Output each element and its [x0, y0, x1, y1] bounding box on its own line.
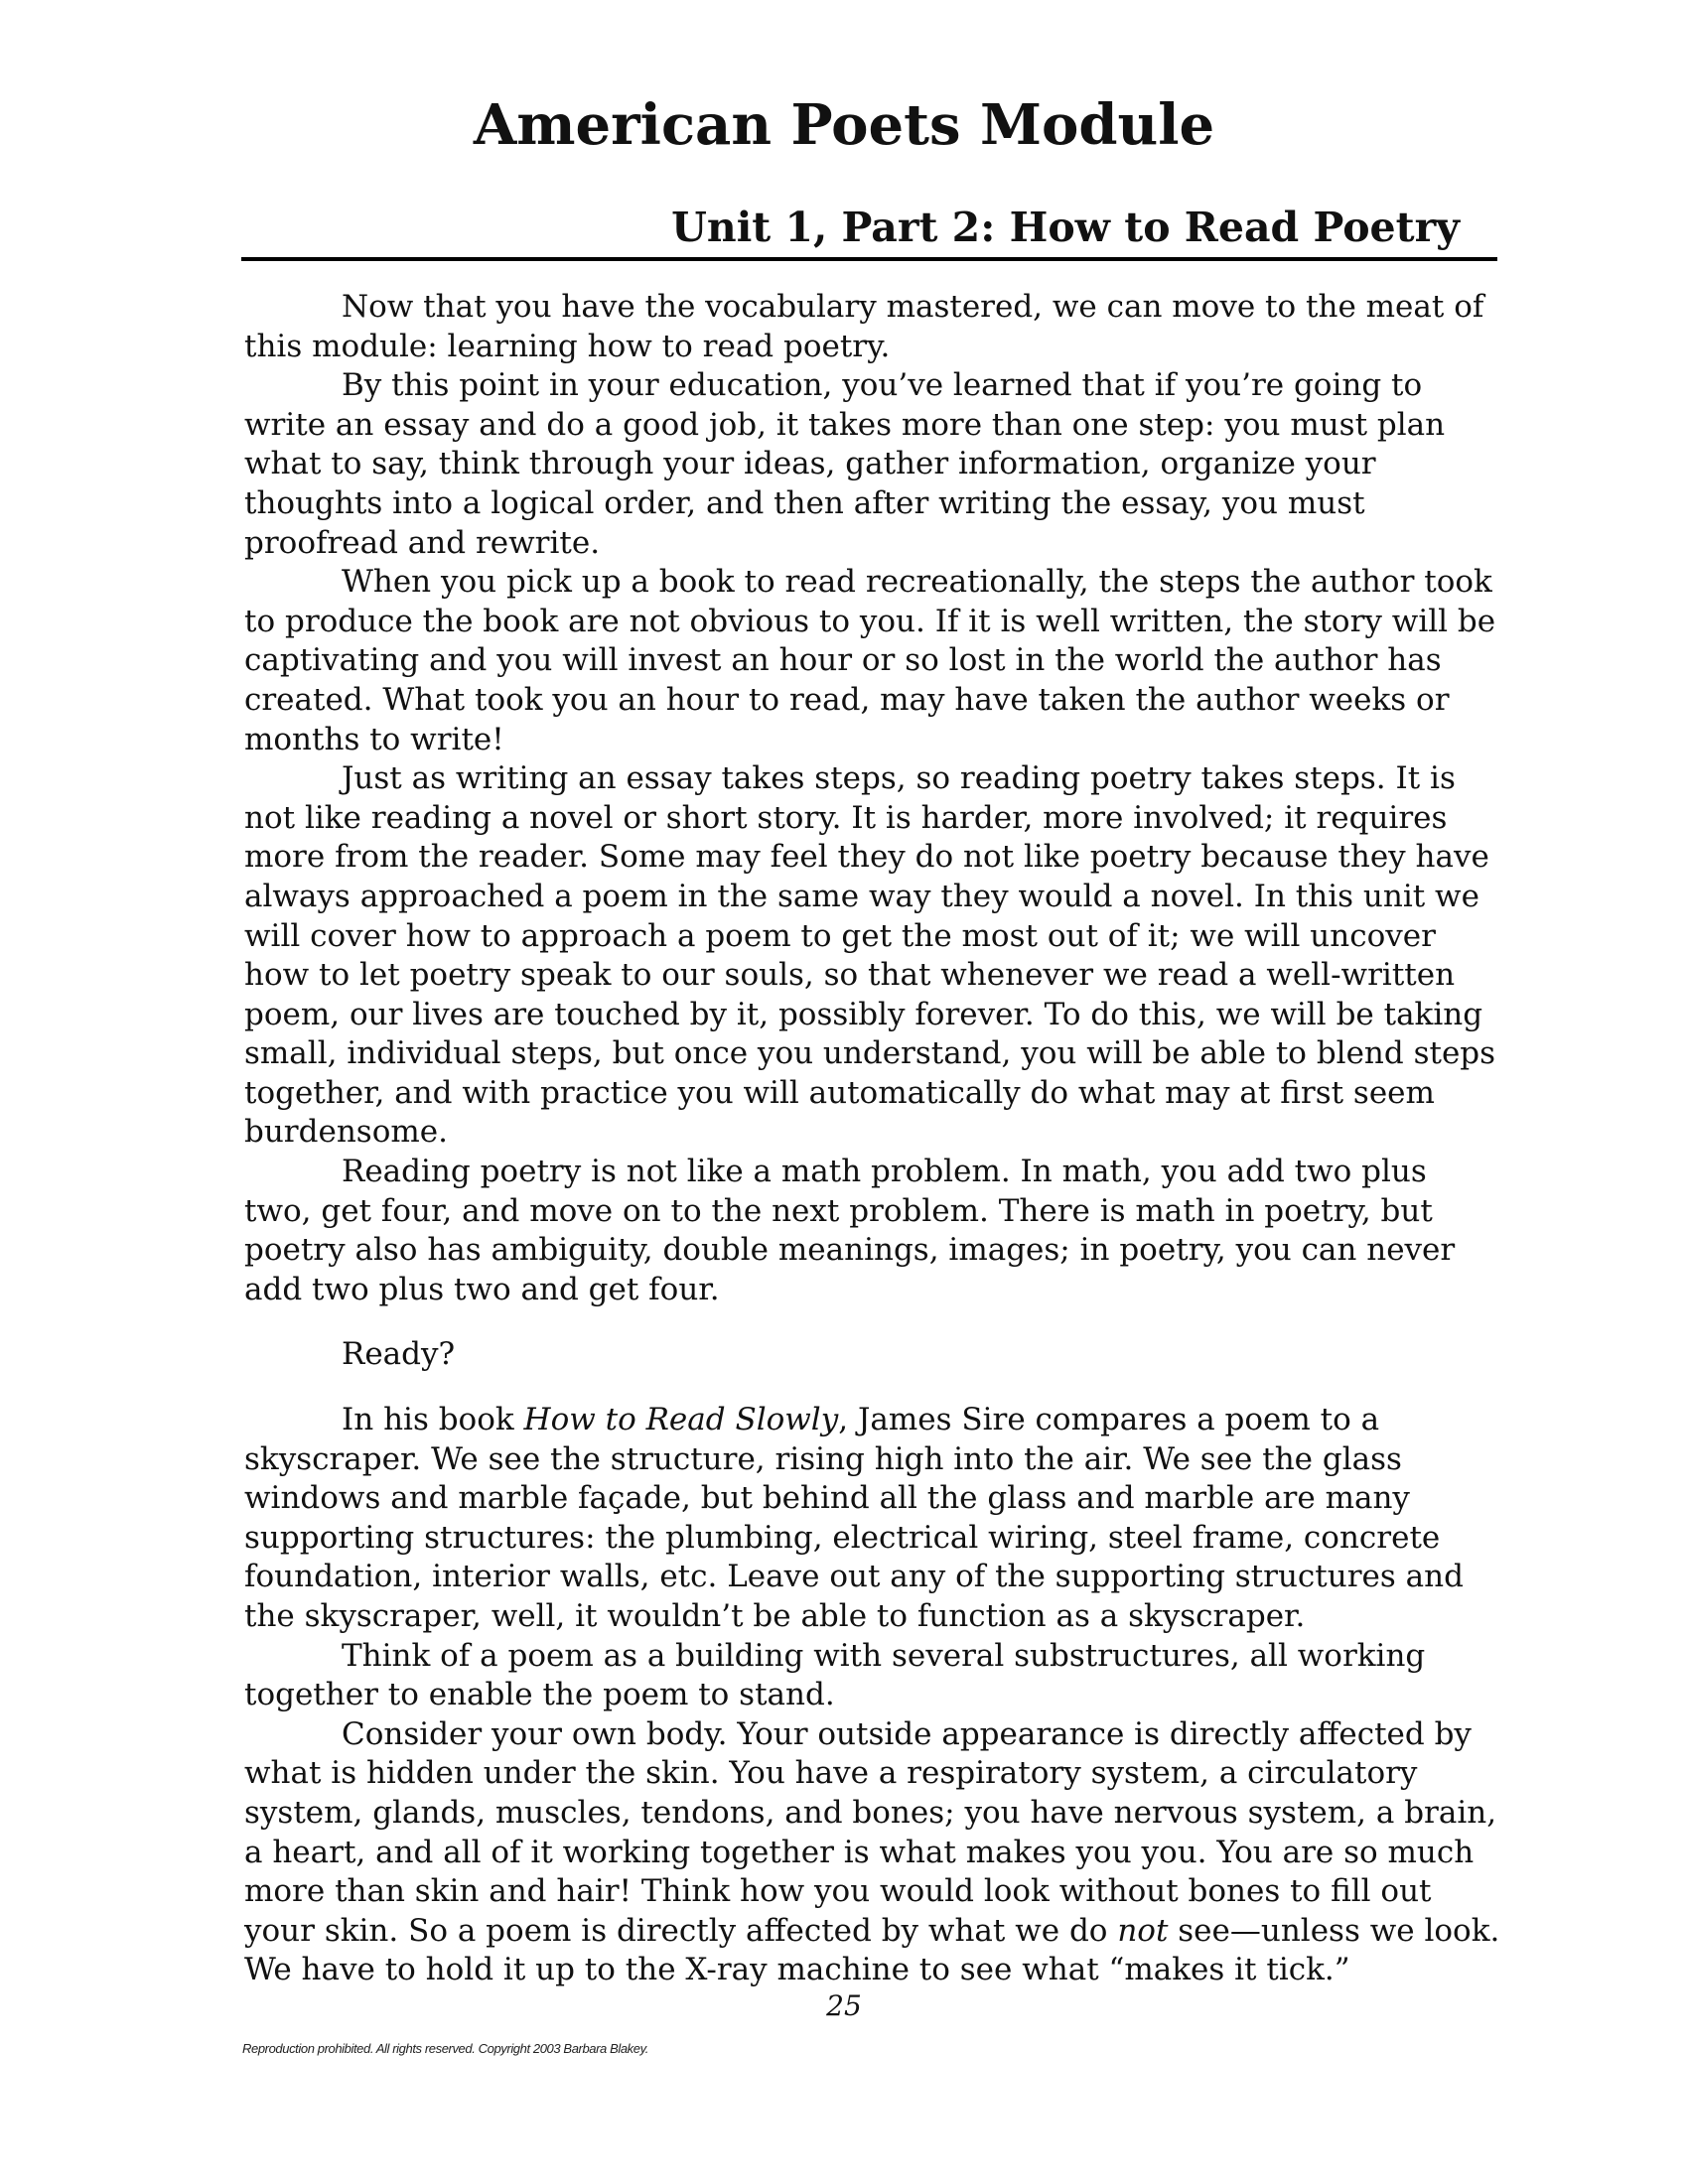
paragraph-7-text-after: , James Sire compares a poem to a skyscraper. We see the structure, rising high into the air. We see the glass windows and marble façade, but behind all the glass and marble are many supporting structures: the plumbing, electrical wiring, steel frame, concrete foundation, interior walls, etc. Leave out any of the supporting structures and the skyscraper, well, it wouldn’t be able to function as a skyscraper. — [244, 1402, 1464, 1634]
paragraph-1: Now that you have the vocabulary mastered, we can move to the meat of this module: learning how to read poetry. — [244, 289, 1484, 364]
page-title: American Poets Module — [473, 92, 1215, 158]
paragraph-3: When you pick up a book to read recreationally, the steps the author took to produce the book are not obvious to you. If it is well written, the story will be captivating and you will invest an hour or so lost in the world the author has created. What took you an hour to read, may have taken the author weeks or months to write! — [244, 564, 1496, 757]
copyright-footer: Reproduction prohibited. All rights reserved. Copyright 2003 Barbara Blakey. — [242, 2041, 648, 2056]
emphasis-word: not — [1117, 1912, 1169, 1949]
paragraph-2: By this point in your education, you’ve learned that if you’re going to write an essay and do a good job, it takes more than one step: you must plan what to say, think through your ideas, gather information, organize your thoughts into a logical order, and then after writing the essay, you must proofread and rewrite. — [244, 367, 1446, 561]
paragraph-9 — [244, 1715, 1500, 1990]
paragraph-7-text-before: In his book — [342, 1402, 524, 1438]
paragraph-7 — [244, 1401, 1500, 1637]
paragraph-5: Reading poetry is not like a math problem. In math, you add two plus two, get four, and move on to the next problem. There is math in poetry, but poetry also has ambiguity, double meanings, images; in poetry, you can never add two plus two and get four. — [244, 1154, 1456, 1307]
book-title: How to Read Slowly — [523, 1402, 839, 1438]
section-subtitle: Unit 1, Part 2: How to Read Poetry — [671, 204, 1460, 251]
body-text — [244, 288, 1500, 1990]
paragraph-9-text-before: Consider your own body. Your outside appearance is directly affected by what is hidden under the skin. You have a respiratory system, a circulatory system, glands, muscles, tendons, and bones; you have nervous system, a brain, a heart, and all of it working together is what makes you you. You are so much more than skin and hair! Think how you would look without bones to fill out your skin. So a poem is directly affected by what we do — [244, 1715, 1497, 1949]
paragraph-4: Just as writing an essay takes steps, so reading poetry takes steps. It is not like reading a novel or short story. It is harder, more involved; it requires more from the reader. Some may feel they do not like poetry because they have always approached a poem in the same way they would a novel. In this unit we will cover how to approach a poem to get the most out of it; we will uncover how to let poetry speak to our souls, so that whenever we read a well-written poem, our lives are touched by it, possibly forever. To do this, we will be taking small, individual steps, but once you understand, you will be able to blend steps together, and with practice you will automatically do what may at first seem burdensome. — [244, 760, 1496, 1151]
header-rule — [241, 257, 1497, 261]
paragraph-ready: Ready? — [342, 1336, 456, 1373]
paragraph-9-text-after: see—unless we look. We have to hold it up to the X-ray machine to see what “makes it tick.” — [244, 1912, 1500, 1988]
paragraph-8: Think of a poem as a building with several substructures, all working together to enable the poem to stand. — [244, 1637, 1426, 1713]
page-number: 25 — [826, 1989, 862, 2022]
